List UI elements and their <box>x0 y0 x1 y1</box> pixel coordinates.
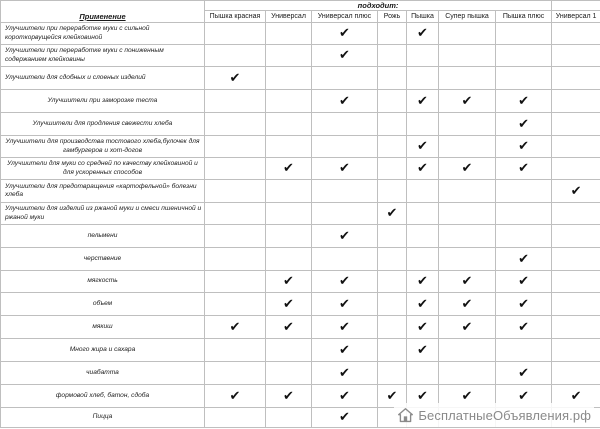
check-mark-icon: ✔ <box>518 139 529 154</box>
table-row <box>1 203 600 225</box>
check-cell <box>205 203 266 225</box>
check-cell <box>312 158 378 180</box>
check-cell <box>312 248 378 271</box>
product-header-5: Пышка <box>407 11 439 23</box>
check-cell <box>312 316 378 339</box>
check-cell <box>378 271 407 293</box>
check-cell <box>552 158 600 180</box>
check-cell <box>266 385 312 408</box>
check-mark-icon: ✔ <box>461 388 473 404</box>
check-cell <box>439 90 496 113</box>
check-cell <box>496 339 552 362</box>
suitable-header: подходит: <box>205 1 552 11</box>
check-mark-icon: ✔ <box>518 161 529 176</box>
check-cell <box>407 158 439 180</box>
check-mark-icon: ✔ <box>518 296 529 312</box>
check-cell <box>378 316 407 339</box>
check-cell <box>407 136 439 158</box>
check-cell <box>312 113 378 136</box>
check-cell <box>496 67 552 90</box>
check-cell <box>407 180 439 203</box>
application-label: мякиш <box>1 316 205 339</box>
table-row <box>1 271 600 293</box>
product-header-4: Рожь <box>378 11 407 23</box>
application-label: Улучшители при переработке муки с пониженным содержанием клейковины <box>1 45 205 67</box>
check-mark-icon: ✔ <box>339 26 350 41</box>
check-cell <box>266 271 312 293</box>
check-mark-icon: ✔ <box>339 296 350 312</box>
check-cell <box>312 90 378 113</box>
application-label: Улучшители при заморозке теста <box>1 90 205 113</box>
check-cell <box>496 113 552 136</box>
header-blank-cell <box>552 1 600 11</box>
check-cell <box>266 90 312 113</box>
check-cell <box>439 225 496 248</box>
application-label: чиабатта <box>1 362 205 385</box>
check-cell <box>407 316 439 339</box>
check-cell <box>496 158 552 180</box>
check-cell <box>378 362 407 385</box>
check-mark-icon: ✔ <box>461 93 473 109</box>
check-mark-icon: ✔ <box>518 319 529 335</box>
check-mark-icon: ✔ <box>339 342 350 358</box>
application-label: Много жира и сахара <box>1 339 205 362</box>
application-label: Улучшители для муки со средней по качеству клейковиной и для ускоренных способов <box>1 158 205 180</box>
check-mark-icon: ✔ <box>386 206 398 221</box>
check-cell <box>407 362 439 385</box>
check-cell <box>266 180 312 203</box>
check-cell <box>439 293 496 316</box>
check-mark-icon: ✔ <box>461 319 473 335</box>
check-cell <box>205 316 266 339</box>
check-cell <box>552 293 600 316</box>
check-cell <box>378 203 407 225</box>
table-body <box>1 23 600 428</box>
check-cell <box>407 293 439 316</box>
check-mark-icon: ✔ <box>283 161 294 176</box>
table-header <box>1 1 600 23</box>
check-cell <box>496 136 552 158</box>
check-cell <box>496 271 552 293</box>
check-cell <box>439 158 496 180</box>
check-cell <box>378 90 407 113</box>
check-cell <box>266 225 312 248</box>
check-cell <box>496 23 552 45</box>
check-mark-icon: ✔ <box>229 388 241 404</box>
check-cell <box>312 23 378 45</box>
check-mark-icon: ✔ <box>417 26 428 41</box>
check-cell <box>407 23 439 45</box>
product-header-2: Универсал <box>266 11 312 23</box>
check-cell <box>205 45 266 67</box>
table-row <box>1 90 600 113</box>
check-cell <box>552 339 600 362</box>
check-mark-icon: ✔ <box>518 251 529 267</box>
check-mark-icon: ✔ <box>518 116 529 132</box>
check-cell <box>552 45 600 67</box>
check-cell <box>266 67 312 90</box>
application-label: Пицца <box>1 408 205 428</box>
check-cell <box>439 113 496 136</box>
check-cell <box>312 225 378 248</box>
check-cell <box>266 113 312 136</box>
check-mark-icon: ✔ <box>339 228 350 244</box>
check-cell <box>266 293 312 316</box>
application-label: формовой хлеб, батон, сдоба <box>1 385 205 408</box>
product-header-6: Супер пышка <box>439 11 496 23</box>
check-cell <box>407 225 439 248</box>
check-cell <box>407 339 439 362</box>
check-cell <box>205 113 266 136</box>
check-mark-icon: ✔ <box>417 342 428 358</box>
check-mark-icon: ✔ <box>417 139 428 154</box>
check-cell <box>266 203 312 225</box>
check-cell <box>496 362 552 385</box>
check-cell <box>407 67 439 90</box>
check-cell <box>552 113 600 136</box>
check-cell <box>407 45 439 67</box>
check-cell <box>205 293 266 316</box>
check-cell <box>407 271 439 293</box>
check-cell <box>552 136 600 158</box>
check-cell <box>552 362 600 385</box>
check-cell <box>378 23 407 45</box>
check-cell <box>439 45 496 67</box>
check-cell <box>312 339 378 362</box>
check-cell <box>552 67 600 90</box>
check-cell <box>312 203 378 225</box>
check-mark-icon: ✔ <box>518 365 529 381</box>
check-mark-icon: ✔ <box>417 296 428 312</box>
check-mark-icon: ✔ <box>283 388 294 404</box>
check-mark-icon: ✔ <box>229 319 241 335</box>
check-cell <box>407 90 439 113</box>
application-label: объем <box>1 293 205 316</box>
check-mark-icon: ✔ <box>283 319 294 335</box>
check-mark-icon: ✔ <box>518 93 529 109</box>
check-cell <box>552 203 600 225</box>
check-mark-icon: ✔ <box>417 274 428 289</box>
check-cell <box>266 362 312 385</box>
check-cell <box>439 67 496 90</box>
check-cell <box>266 136 312 158</box>
check-cell <box>496 225 552 248</box>
check-cell <box>266 248 312 271</box>
table-row <box>1 362 600 385</box>
watermark-text: БесплатныеОбъявления.рф <box>418 407 591 423</box>
check-cell <box>312 293 378 316</box>
check-cell <box>439 23 496 45</box>
check-mark-icon: ✔ <box>570 388 582 404</box>
product-header-1: Пышка красная <box>205 11 266 23</box>
check-cell <box>205 67 266 90</box>
check-cell <box>205 408 266 428</box>
check-mark-icon: ✔ <box>417 161 428 176</box>
check-cell <box>439 271 496 293</box>
check-mark-icon: ✔ <box>461 274 473 289</box>
check-cell <box>378 339 407 362</box>
check-mark-icon: ✔ <box>386 388 398 404</box>
check-cell <box>439 362 496 385</box>
check-mark-icon: ✔ <box>339 161 350 176</box>
product-header-3: Универсал плюс <box>312 11 378 23</box>
check-cell <box>378 225 407 248</box>
application-label: Улучшители для продления свежести хлеба <box>1 113 205 136</box>
house-logo-icon <box>397 407 414 424</box>
check-cell <box>496 180 552 203</box>
check-cell <box>552 271 600 293</box>
check-mark-icon: ✔ <box>339 93 350 109</box>
check-cell <box>496 45 552 67</box>
application-label: Улучшители для сдобных и слоеных изделий <box>1 67 205 90</box>
check-cell <box>266 408 312 428</box>
check-cell <box>312 271 378 293</box>
check-cell <box>439 339 496 362</box>
table-row <box>1 23 600 45</box>
table-row <box>1 158 600 180</box>
check-cell <box>496 316 552 339</box>
header-row-suitable <box>1 1 600 11</box>
check-cell <box>266 158 312 180</box>
check-mark-icon: ✔ <box>339 48 350 63</box>
check-mark-icon: ✔ <box>417 319 428 335</box>
check-mark-icon: ✔ <box>417 93 428 109</box>
check-cell <box>312 136 378 158</box>
table-row <box>1 293 600 316</box>
check-mark-icon: ✔ <box>339 410 350 425</box>
check-mark-icon: ✔ <box>461 161 473 176</box>
check-mark-icon: ✔ <box>283 274 294 289</box>
check-cell <box>266 339 312 362</box>
check-cell <box>496 293 552 316</box>
table-row <box>1 316 600 339</box>
check-cell <box>205 158 266 180</box>
check-cell <box>312 45 378 67</box>
product-header-7: Пышка плюс <box>496 11 552 23</box>
check-cell <box>378 67 407 90</box>
check-cell <box>378 136 407 158</box>
check-mark-icon: ✔ <box>339 319 350 335</box>
check-cell <box>496 90 552 113</box>
check-cell <box>205 23 266 45</box>
check-cell <box>439 316 496 339</box>
check-cell <box>378 293 407 316</box>
check-cell <box>407 203 439 225</box>
check-cell <box>266 45 312 67</box>
check-cell <box>205 136 266 158</box>
check-mark-icon: ✔ <box>283 296 294 312</box>
application-label: черствение <box>1 248 205 271</box>
check-mark-icon: ✔ <box>461 296 473 312</box>
table-row <box>1 225 600 248</box>
check-cell <box>205 248 266 271</box>
check-mark-icon: ✔ <box>570 183 582 199</box>
check-cell <box>552 316 600 339</box>
check-mark-icon: ✔ <box>339 274 350 289</box>
check-cell <box>205 225 266 248</box>
check-cell <box>552 23 600 45</box>
check-mark-icon: ✔ <box>518 274 529 289</box>
application-label: мягкость <box>1 271 205 293</box>
check-cell <box>407 248 439 271</box>
check-cell <box>439 248 496 271</box>
application-label: Улучшители для изделий из ржаной муки и смеси пшеничной и ржаной муки <box>1 203 205 225</box>
check-cell <box>378 113 407 136</box>
check-mark-icon: ✔ <box>339 365 350 381</box>
application-label: Улучшители при переработке муки с сильной короткорвущейся клейковиной <box>1 23 205 45</box>
check-cell <box>439 136 496 158</box>
check-cell <box>496 248 552 271</box>
table-row <box>1 113 600 136</box>
check-cell <box>205 180 266 203</box>
table-row <box>1 136 600 158</box>
check-cell <box>407 113 439 136</box>
check-cell <box>552 90 600 113</box>
check-cell <box>205 385 266 408</box>
table-row <box>1 339 600 362</box>
check-mark-icon: ✔ <box>339 388 350 404</box>
check-cell <box>266 23 312 45</box>
table-row <box>1 67 600 90</box>
check-cell <box>205 90 266 113</box>
table-row <box>1 248 600 271</box>
check-cell <box>205 362 266 385</box>
check-mark-icon: ✔ <box>229 70 241 86</box>
check-mark-icon: ✔ <box>518 388 529 404</box>
product-header-8: Универсал 1 <box>552 11 600 23</box>
check-cell <box>312 362 378 385</box>
check-cell <box>205 339 266 362</box>
application-label: пельмени <box>1 225 205 248</box>
check-cell <box>378 158 407 180</box>
check-cell <box>439 180 496 203</box>
check-cell <box>552 225 600 248</box>
check-mark-icon: ✔ <box>417 388 428 404</box>
check-cell <box>312 67 378 90</box>
check-cell <box>312 180 378 203</box>
check-cell <box>266 316 312 339</box>
check-cell <box>378 45 407 67</box>
check-cell <box>312 385 378 408</box>
check-cell <box>378 180 407 203</box>
application-label: Улучшители для производства тостового хлеба,булочек для гамбургеров и хот-догов <box>1 136 205 158</box>
check-cell <box>552 248 600 271</box>
check-cell <box>439 203 496 225</box>
check-cell <box>312 408 378 428</box>
site-watermark <box>394 403 594 427</box>
table-row <box>1 45 600 67</box>
application-column-header: Применение <box>1 1 205 23</box>
check-cell <box>552 180 600 203</box>
check-cell <box>496 203 552 225</box>
table-row <box>1 180 600 203</box>
application-label: Улучшители для предотвращения «картофельной» болезни хлеба <box>1 180 205 203</box>
check-cell <box>378 248 407 271</box>
check-cell <box>205 271 266 293</box>
